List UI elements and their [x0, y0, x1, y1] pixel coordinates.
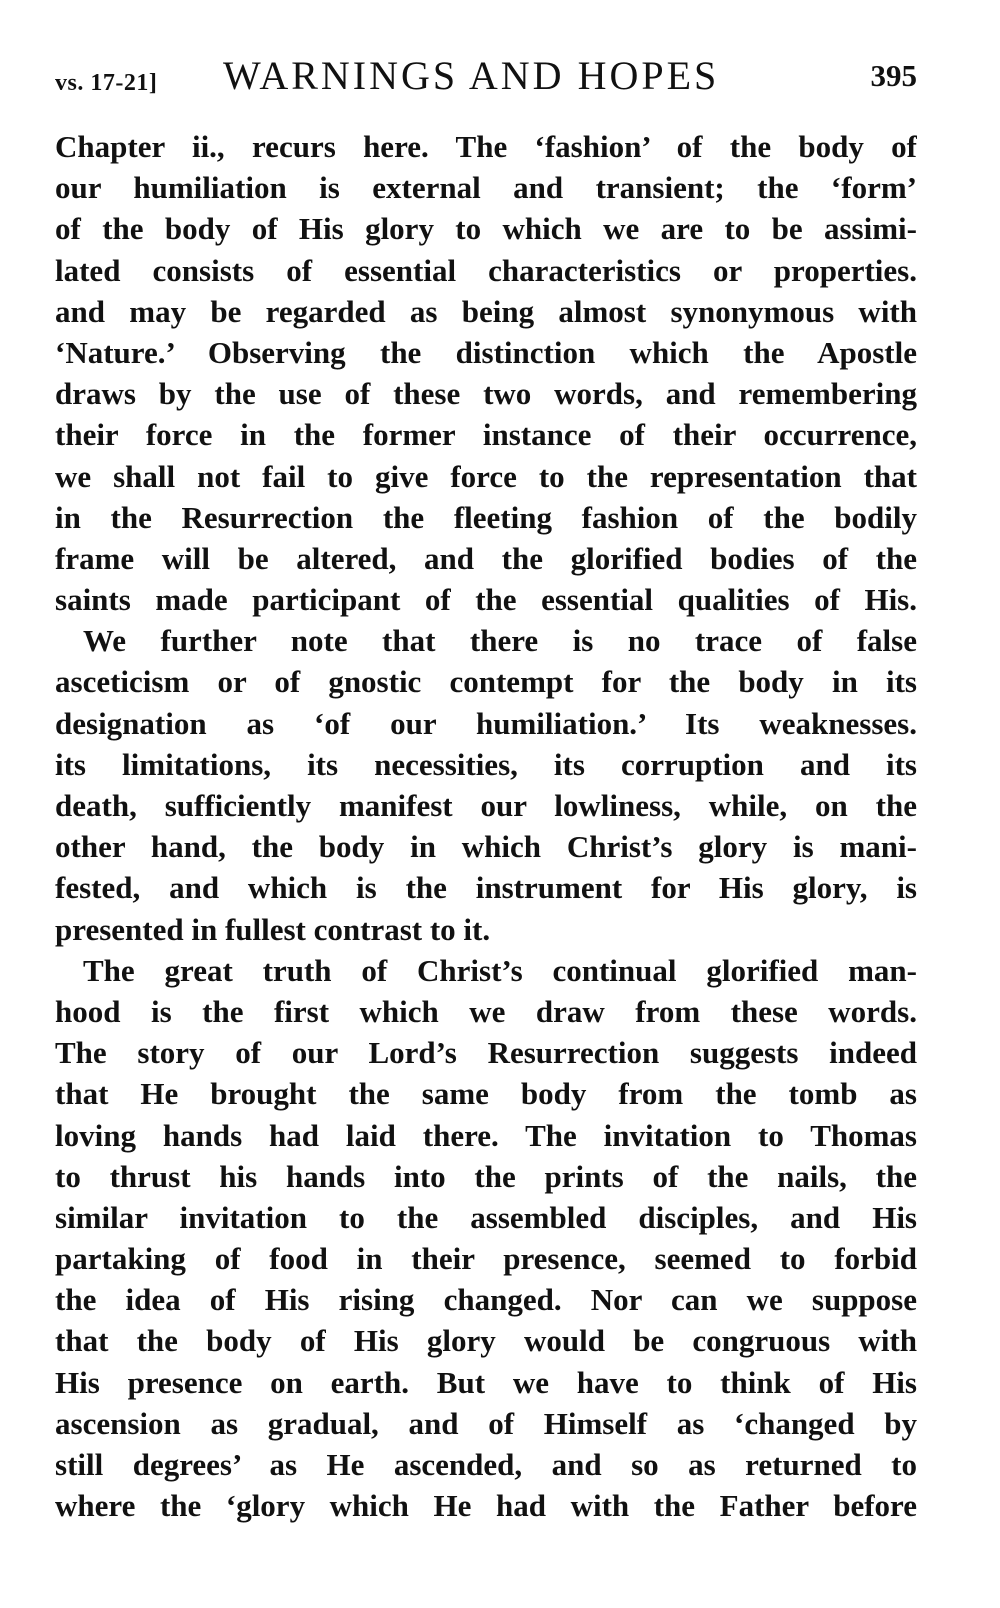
- text-line: in the Resurrection the fleeting fashion of the bodily: [55, 499, 917, 535]
- text-line: of the body of His glory to which we are to be assimi-: [55, 211, 917, 247]
- text-line: similar invitation to the assembled disciples, and His: [55, 1199, 917, 1235]
- text-line: asceticism or of gnostic contempt for the body in its: [55, 664, 917, 700]
- text-line: The great truth of Christ’s continual glorified man-: [83, 952, 917, 988]
- text-line: other hand, the body in which Christ’s glory is mani-: [55, 829, 917, 865]
- text-line: to thrust his hands into the prints of the nails, the: [55, 1158, 917, 1194]
- text-line: their force in the former instance of their occurrence,: [55, 417, 917, 453]
- running-head: [55, 52, 917, 104]
- paragraph: [55, 950, 917, 1527]
- text-line: hood is the first which we draw from these words.: [55, 993, 917, 1029]
- text-line: lated consists of essential characteristics or properties.: [55, 252, 917, 288]
- paragraph: [55, 126, 917, 620]
- text-line: we shall not fail to give force to the representation that: [55, 458, 917, 494]
- text-line: death, sufficiently manifest our lowliness, while, on the: [55, 788, 917, 823]
- text-line: where the ‘glory which He had with the Father before: [55, 1488, 917, 1524]
- text-line: loving hands had laid there. The invitation to Thomas: [55, 1117, 917, 1153]
- page-title: WARNINGS AND HOPES: [223, 53, 720, 98]
- text-line: fested, and which is the instrument for His glory, is: [55, 870, 917, 906]
- text-line: ascension as gradual, and of Himself as ‘changed by: [55, 1405, 917, 1441]
- body-text: [55, 126, 917, 1526]
- paragraph: [55, 620, 917, 950]
- text-line: still degrees’ as He ascended, and so as returned to: [55, 1447, 917, 1482]
- text-line: saints made participant of the essential qualities of His.: [55, 582, 917, 618]
- text-line: and may be regarded as being almost synonymous with: [55, 293, 917, 329]
- text-line: the idea of His rising changed. Nor can we suppose: [55, 1282, 917, 1318]
- text-line: its limitations, its necessities, its corruption and its: [55, 746, 917, 782]
- text-line: designation as ‘of our humiliation.’ Its weaknesses.: [55, 705, 917, 741]
- text-line: His presence on earth. But we have to think of His: [55, 1364, 917, 1400]
- text-line: frame will be altered, and the glorified bodies of the: [55, 540, 917, 576]
- text-line: Chapter ii., recurs here. The ‘fashion’ of the body of: [55, 129, 917, 164]
- verse-reference: vs. 17-21]: [55, 70, 158, 96]
- text-line: We further note that there is no trace of false: [83, 623, 917, 659]
- text-line: draws by the use of these two words, and remembering: [55, 376, 917, 412]
- text-line: ‘Nature.’ Observing the distinction which the Apostle: [55, 334, 917, 370]
- text-line: that the body of His glory would be congruous with: [55, 1323, 917, 1359]
- text-line: The story of our Lord’s Resurrection suggests indeed: [55, 1035, 917, 1071]
- text-line: partaking of food in their presence, seemed to forbid: [55, 1241, 917, 1277]
- text-line: our humiliation is external and transient; the ‘form’: [55, 170, 917, 206]
- text-line: presented in fullest contrast to it.: [55, 911, 491, 947]
- text-line: that He brought the same body from the tomb as: [55, 1076, 917, 1112]
- page-number: 395: [870, 58, 917, 93]
